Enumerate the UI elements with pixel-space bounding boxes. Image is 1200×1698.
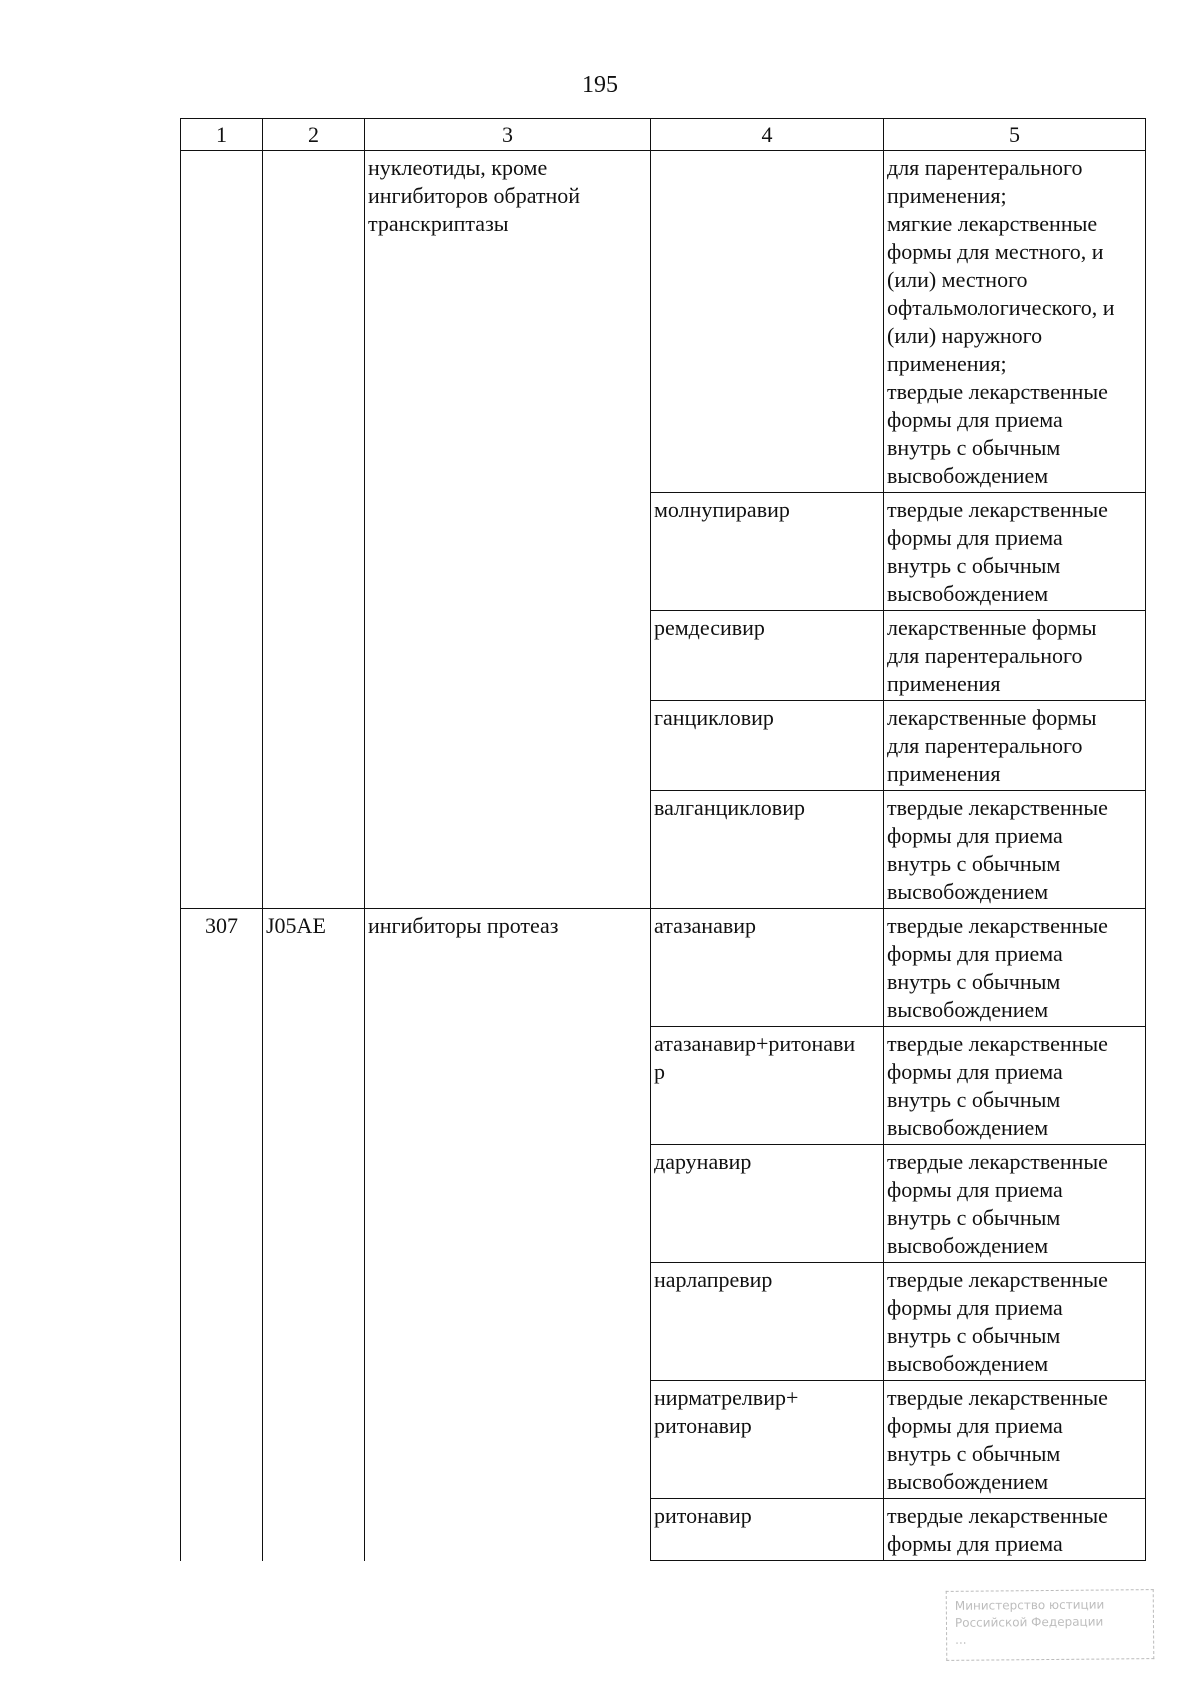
stamp-line: ... bbox=[955, 1632, 967, 1647]
drug-name-cell: нирматрелвир+ ритонавир bbox=[651, 1381, 884, 1499]
col-header-3: 3 bbox=[365, 119, 651, 151]
dosage-form-cell: твердые лекарственные формы для приема внутрь с обычным высвобождением bbox=[884, 493, 1146, 611]
dosage-form-cell: для парентерального применения; мягкие лекарственные формы для местного, и (или) местного офтальмологического, и (или) наружного применения; твердые лекарственные формы для приема внутрь с обычным высвобождением bbox=[884, 151, 1146, 493]
col-header-2: 2 bbox=[263, 119, 365, 151]
medicines-table bbox=[180, 118, 1146, 1561]
dosage-form-cell: твердые лекарственные формы для приема внутрь с обычным высвобождением bbox=[884, 909, 1146, 1027]
row-number-cell bbox=[181, 151, 263, 909]
header-row bbox=[181, 119, 1146, 151]
table-row bbox=[181, 909, 1146, 1027]
table-row bbox=[181, 151, 1146, 493]
drug-name-cell: ритонавир bbox=[651, 1499, 884, 1561]
dosage-form-cell: твердые лекарственные формы для приема внутрь с обычным высвобождением bbox=[884, 791, 1146, 909]
dosage-form-cell: твердые лекарственные формы для приема внутрь с обычным высвобождением bbox=[884, 1145, 1146, 1263]
stamp-line: Российской Федерации bbox=[954, 1614, 1104, 1630]
dosage-form-cell: твердые лекарственные формы для приема внутрь с обычным высвобождением bbox=[884, 1381, 1146, 1499]
drug-name-cell: нарлапревир bbox=[651, 1263, 884, 1381]
dosage-form-cell: твердые лекарственные формы для приема bbox=[884, 1499, 1146, 1561]
col-header-5: 5 bbox=[884, 119, 1146, 151]
col-header-4: 4 bbox=[651, 119, 884, 151]
group-name-cell: нуклеотиды, кроме ингибиторов обратной транскриптазы bbox=[365, 151, 651, 909]
dosage-form-cell: лекарственные формы для парентерального применения bbox=[884, 611, 1146, 701]
col-header-1: 1 bbox=[181, 119, 263, 151]
group-name-cell: ингибиторы протеаз bbox=[365, 909, 651, 1561]
drug-name-cell: дарунавир bbox=[651, 1145, 884, 1263]
page-number: 195 bbox=[582, 72, 618, 98]
registration-stamp bbox=[946, 1589, 1155, 1661]
drug-name-cell: валганцикловир bbox=[651, 791, 884, 909]
stamp-line: Министерство юстиции bbox=[954, 1597, 1105, 1613]
drug-name-cell: атазанавир+ритонави р bbox=[651, 1027, 884, 1145]
dosage-form-cell: твердые лекарственные формы для приема внутрь с обычным высвобождением bbox=[884, 1027, 1146, 1145]
atc-code-cell bbox=[263, 151, 365, 909]
drug-name-cell: ганцикловир bbox=[651, 701, 884, 791]
drug-name-cell: молнупиравир bbox=[651, 493, 884, 611]
row-number-cell: 307 bbox=[181, 909, 263, 1561]
dosage-form-cell: лекарственные формы для парентерального применения bbox=[884, 701, 1146, 791]
dosage-form-cell: твердые лекарственные формы для приема внутрь с обычным высвобождением bbox=[884, 1263, 1146, 1381]
drug-name-cell: ремдесивир bbox=[651, 611, 884, 701]
atc-code-cell: J05AE bbox=[263, 909, 365, 1561]
drug-name-cell: атазанавир bbox=[651, 909, 884, 1027]
drug-name-cell bbox=[651, 151, 884, 493]
